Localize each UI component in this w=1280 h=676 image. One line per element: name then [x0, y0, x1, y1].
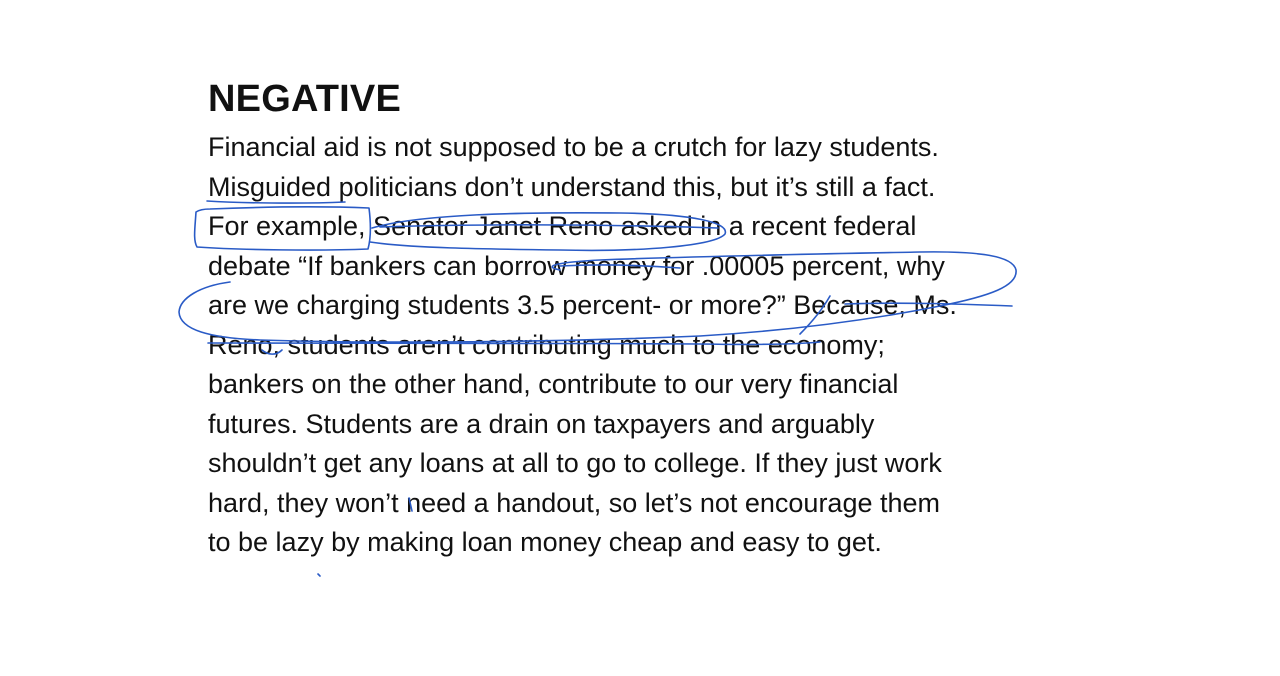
body-line: Misguided politicians don’t understand this, but it’s still a fact.	[208, 171, 936, 202]
ink-dot	[318, 574, 320, 576]
document-body	[208, 128, 1048, 563]
body-line: hard, they won’t need a handout, so let’s not encourage them	[208, 487, 941, 518]
body-line: to be lazy by making loan money cheap and easy to get.	[208, 527, 882, 557]
body-line: shouldn’t get any loans at all to go to college. If they just work	[208, 448, 942, 478]
body-line: bankers on the other hand, contribute to our very financial	[208, 369, 899, 399]
body-line: are we charging students 3.5 percent- or more?” Because, Ms.	[208, 290, 957, 320]
body-line: For example, Senator Janet Reno asked in a recent federal	[208, 211, 917, 241]
body-line: Financial aid is not supposed to be a crutch for lazy students.	[208, 132, 939, 162]
body-line: futures. Students are a drain on taxpayers and arguably	[208, 408, 875, 439]
body-line: debate “If bankers can borrow money for .00005 percent, why	[208, 250, 945, 281]
body-line: Reno, students aren’t contributing much to the economy;	[208, 329, 885, 360]
document-heading: NEGATIVE	[208, 78, 402, 120]
